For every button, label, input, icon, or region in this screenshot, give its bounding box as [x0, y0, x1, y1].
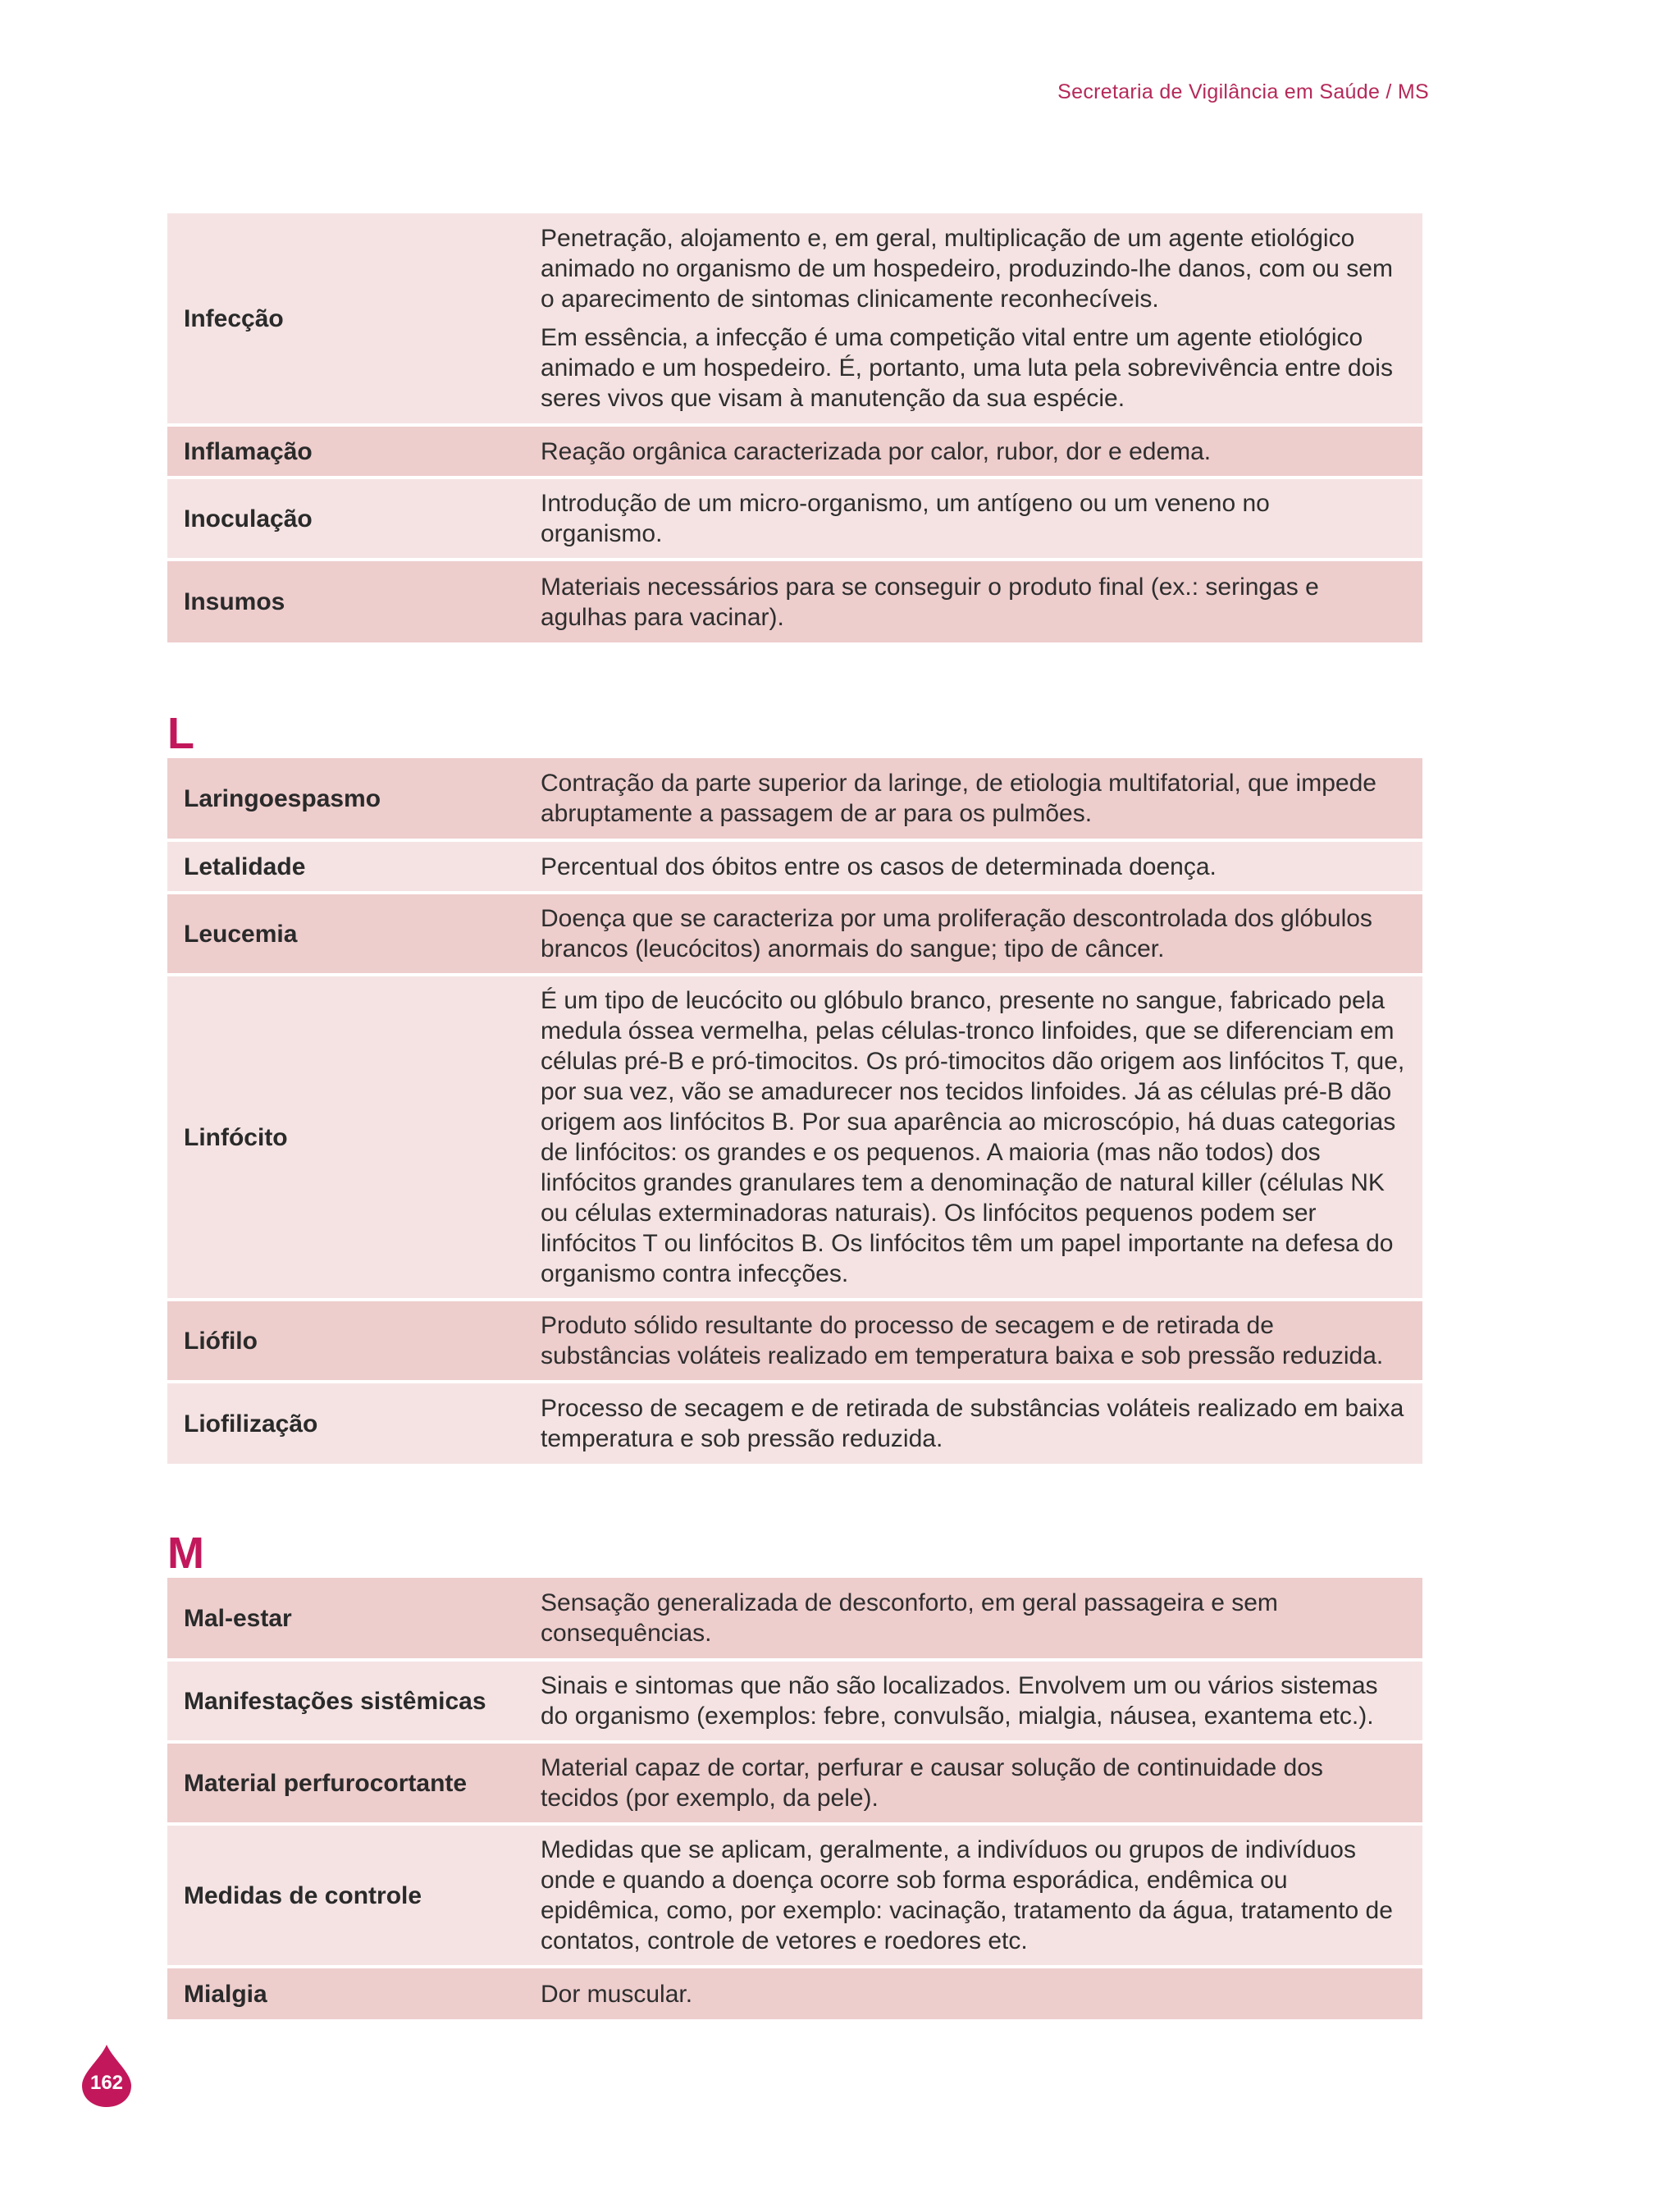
term: Liófilo	[167, 1300, 524, 1382]
term: Mal-estar	[167, 1578, 524, 1660]
definition: Materiais necessários para se conseguir o produto final (ex.: seringas e agulhas para vacinar).	[524, 560, 1422, 642]
definition: Produto sólido resultante do processo de secagem e de retirada de substâncias voláteis realizado em temperatura baixa e sob pressão reduzida.	[524, 1300, 1422, 1382]
definition: Sinais e sintomas que não são localizados. Envolvem um ou vários sistemas do organismo (exemplos: febre, convulsão, mialgia, náusea, exantema etc.).	[524, 1660, 1422, 1742]
table-row	[167, 1967, 1422, 2019]
page-number: 162	[89, 2072, 124, 2094]
table-row	[167, 1742, 1422, 1824]
definition: É um tipo de leucócito ou glóbulo branco, presente no sangue, fabricado pela medula óssea vermelha, pelas células-tronco linfoides, que se diferenciam em células pré-B e pró-timocitos. Os pró-timocitos dão origem aos linfócitos T, que, por sua vez, vão se amadurecer nos tecidos linfoides. Já as células pré-B dão origem aos linfócitos B. Por sua aparência ao microscópio, há duas categorias de linfócitos: os grandes e os pequenos. A maioria (mas não todos) dos linfócitos grandes granulares tem a denominação de natural killer (células NK ou células exterminadoras naturais). Os linfócitos pequenos podem ser linfócitos T ou linfócitos B. Os linfócitos têm um papel importante na defesa do organismo contra infecções.	[524, 975, 1422, 1300]
section-letter-m: M	[167, 1529, 204, 1578]
table-row	[167, 425, 1422, 478]
term: Mialgia	[167, 1967, 524, 2019]
definition-paragraph: Penetração, alojamento e, em geral, multiplicação de um agente etiológico animado no organismo de um hospedeiro, produzindo-lhe danos, com ou sem o aparecimento de sintomas clinicamente reconhecíveis.	[541, 225, 1393, 313]
table-row	[167, 1300, 1422, 1382]
table-row	[167, 893, 1422, 975]
term: Laringoespasmo	[167, 758, 524, 840]
definition-text: Sensação generalizada de desconforto, em geral passageira e sem consequências.	[541, 1589, 1278, 1647]
page-number-badge	[80, 2043, 133, 2109]
term: Inflamação	[167, 425, 524, 478]
table-row	[167, 560, 1422, 642]
definition: Doença que se caracteriza por uma proliferação descontrolada dos glóbulos brancos (leucócitos) anormais do sangue; tipo de câncer.	[524, 893, 1422, 975]
definition	[524, 478, 1422, 560]
term: Leucemia	[167, 893, 524, 975]
definition: Material capaz de cortar, perfurar e causar solução de continuidade dos tecidos (por exemplo, da pele).	[524, 1742, 1422, 1824]
table-row	[167, 758, 1422, 840]
table-row	[167, 1382, 1422, 1464]
term: Manifestações sistêmicas	[167, 1660, 524, 1742]
term: Linfócito	[167, 975, 524, 1300]
section-letter-l: L	[167, 709, 194, 758]
running-header: Secretaria de Vigilância em Saúde / MS	[1057, 80, 1429, 103]
term: Insumos	[167, 560, 524, 642]
definition: Reação orgânica caracterizada por calor, rubor, dor e edema.	[524, 425, 1422, 478]
table-row	[167, 1824, 1422, 1967]
table-row	[167, 975, 1422, 1300]
definition: Contração da parte superior da laringe, de etiologia multifatorial, que impede abruptamente a passagem de ar para os pulmões.	[524, 758, 1422, 840]
glossary-table	[167, 1578, 1422, 2019]
definition-text: Introdução de um micro-organismo, um antígeno ou um veneno no organismo.	[541, 490, 1270, 547]
definition: Percentual dos óbitos entre os casos de determinada doença.	[524, 840, 1422, 893]
table-row	[167, 1660, 1422, 1742]
glossary-section-i	[167, 213, 1422, 642]
term: Letalidade	[167, 840, 524, 893]
definition	[524, 1578, 1422, 1660]
table-row	[167, 478, 1422, 560]
definition-paragraph: Em essência, a infecção é uma competição vital entre um agente etiológico animado e um hospedeiro. É, portanto, uma luta pela sobrevivência entre dois seres vivos que visam à manutenção da sua espécie.	[541, 324, 1393, 412]
table-row	[167, 213, 1422, 425]
term: Infecção	[167, 213, 524, 425]
definition: Dor muscular.	[524, 1967, 1422, 2019]
glossary-table	[167, 213, 1422, 642]
table-row	[167, 1578, 1422, 1660]
table-row	[167, 840, 1422, 893]
term: Inoculação	[167, 478, 524, 560]
glossary-section-m	[167, 1578, 1422, 2019]
term: Medidas de controle	[167, 1824, 524, 1967]
term: Material perfurocortante	[167, 1742, 524, 1824]
glossary-table	[167, 758, 1422, 1464]
glossary-section-l	[167, 758, 1422, 1464]
definition	[524, 213, 1422, 425]
definition: Medidas que se aplicam, geralmente, a indivíduos ou grupos de indivíduos onde e quando a doença ocorre sob forma esporádica, endêmica ou epidêmica, como, por exemplo: vacinação, tratamento da água, tratamento de contatos, controle de vetores e roedores etc.	[524, 1824, 1422, 1967]
term: Liofilização	[167, 1382, 524, 1464]
definition: Processo de secagem e de retirada de substâncias voláteis realizado em baixa temperatura e sob pressão reduzida.	[524, 1382, 1422, 1464]
